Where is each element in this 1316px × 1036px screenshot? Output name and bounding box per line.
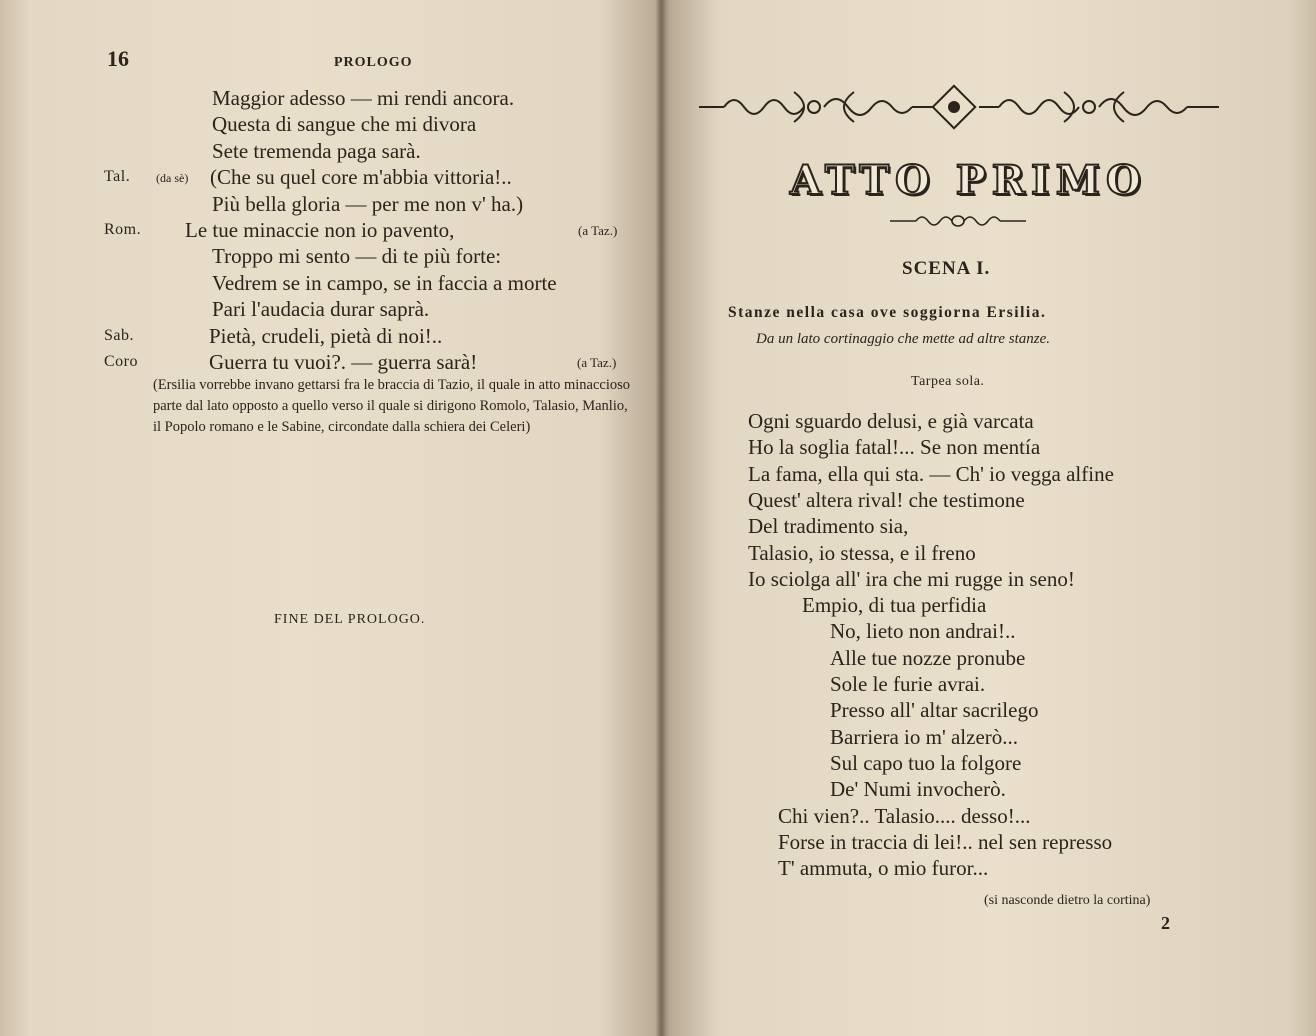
aside-note: (a Taz.) [578, 223, 618, 238]
speaker-label: Rom. [104, 221, 142, 238]
verse-text: Guerra tu vuoi?. — guerra sarà! [209, 350, 478, 374]
verse-text: Sete tremenda paga sarà. [212, 138, 421, 163]
verse-line: Chi vien?.. Talasio.... desso!... [778, 803, 1031, 828]
verse-line: No, lieto non andrai!.. [830, 619, 1016, 644]
verse-line: Sole le furie avrai. [830, 672, 986, 696]
speaker-label: Sab. [104, 326, 134, 344]
verse-line: La fama, ella qui sta. — Ch' io vegga alfine [748, 461, 1114, 486]
verse-text: Pietà, crudeli, pietà di noi!.. [209, 323, 443, 348]
end-of-prologue: FINE DEL PROLOGO. [274, 612, 426, 627]
verse-line: Del tradimento sia, [748, 514, 909, 539]
verse-text: Vedrem se in campo, se in faccia a morte [212, 270, 557, 295]
book-gutter [656, 0, 666, 1036]
verse-line: Quest' altera rival! che testimone [748, 487, 1025, 512]
scene-setting-detail: Da un lato cortinaggio che mette ad altre stanze. [756, 331, 1050, 347]
page-number: 16 [107, 46, 129, 71]
verse-line: Sul capo tuo la folgore [830, 750, 1022, 775]
scene-heading: SCENA I. [902, 258, 991, 279]
verse-line: T' ammuta, o mio furor... [778, 856, 989, 881]
verse-line: Io sciolga all' ira che mi rugge in seno! [748, 566, 1075, 591]
verse-text: Più bella gloria — per me non v' ha.) [212, 191, 524, 216]
verse-line: Talasio, io stessa, e il freno [748, 540, 976, 565]
left-page [0, 0, 656, 1036]
character-entry: Tarpea sola. [911, 374, 985, 389]
speaker-label: Tal. [104, 168, 131, 186]
small-ornament [888, 213, 1028, 229]
speaker-label: Coro [104, 353, 138, 370]
verse-line: Ho la soglia fatal!... Se non mentía [748, 435, 1041, 460]
verse-text: Troppo mi sento — di te più forte: [212, 244, 502, 269]
speaker-note: (da sè) [156, 171, 189, 186]
verse-line: Presso all' altar sacrilego [830, 698, 1039, 723]
verse-line: Alle tue nozze pronube [830, 645, 1026, 670]
verse-line: Ogni sguardo delusi, e già varcata [748, 409, 1034, 433]
aside-note: (a Taz.) [577, 355, 617, 370]
scene-setting: Stanze nella casa ove soggiorna Ersilia. [728, 304, 1047, 321]
verse-text: Maggior adesso — mi rendi ancora. [212, 86, 515, 110]
stage-direction: (Ersilia vorrebbe invano gettarsi fra le braccia di Tazio, il quale in atto minaccioso parte dal lato opposto a quello verso il quale si dirigono Romolo, Talasio, Manlio, il Popolo romano e le Sabine, circondate dalla schiera dei Celeri) [153, 377, 631, 435]
verse-text: Pari l'audacia durar saprà. [212, 297, 430, 322]
verse-text: Questa di sangue che mi divora [212, 112, 477, 137]
verse-line: Barriera io m' alzerò... [830, 724, 1019, 749]
top-ornament [694, 84, 1224, 130]
verse-text: (Che su quel core m'abbia vittoria!.. [210, 165, 512, 190]
signature-mark: 2 [1161, 913, 1170, 933]
verse-line: Forse in traccia di lei!.. nel sen represso [778, 829, 1113, 854]
verse-line: Empio, di tua perfidia [802, 593, 987, 618]
act-title: ATTO PRIMO [790, 157, 1147, 204]
right-page [666, 0, 1316, 1036]
running-head: PROLOGO [334, 55, 413, 70]
verse-text: Le tue minaccie non io pavento, [185, 218, 455, 242]
closing-stage-direction: (si nasconde dietro la cortina) [984, 893, 1151, 908]
verse-line: De' Numi invocherò. [830, 777, 1006, 802]
